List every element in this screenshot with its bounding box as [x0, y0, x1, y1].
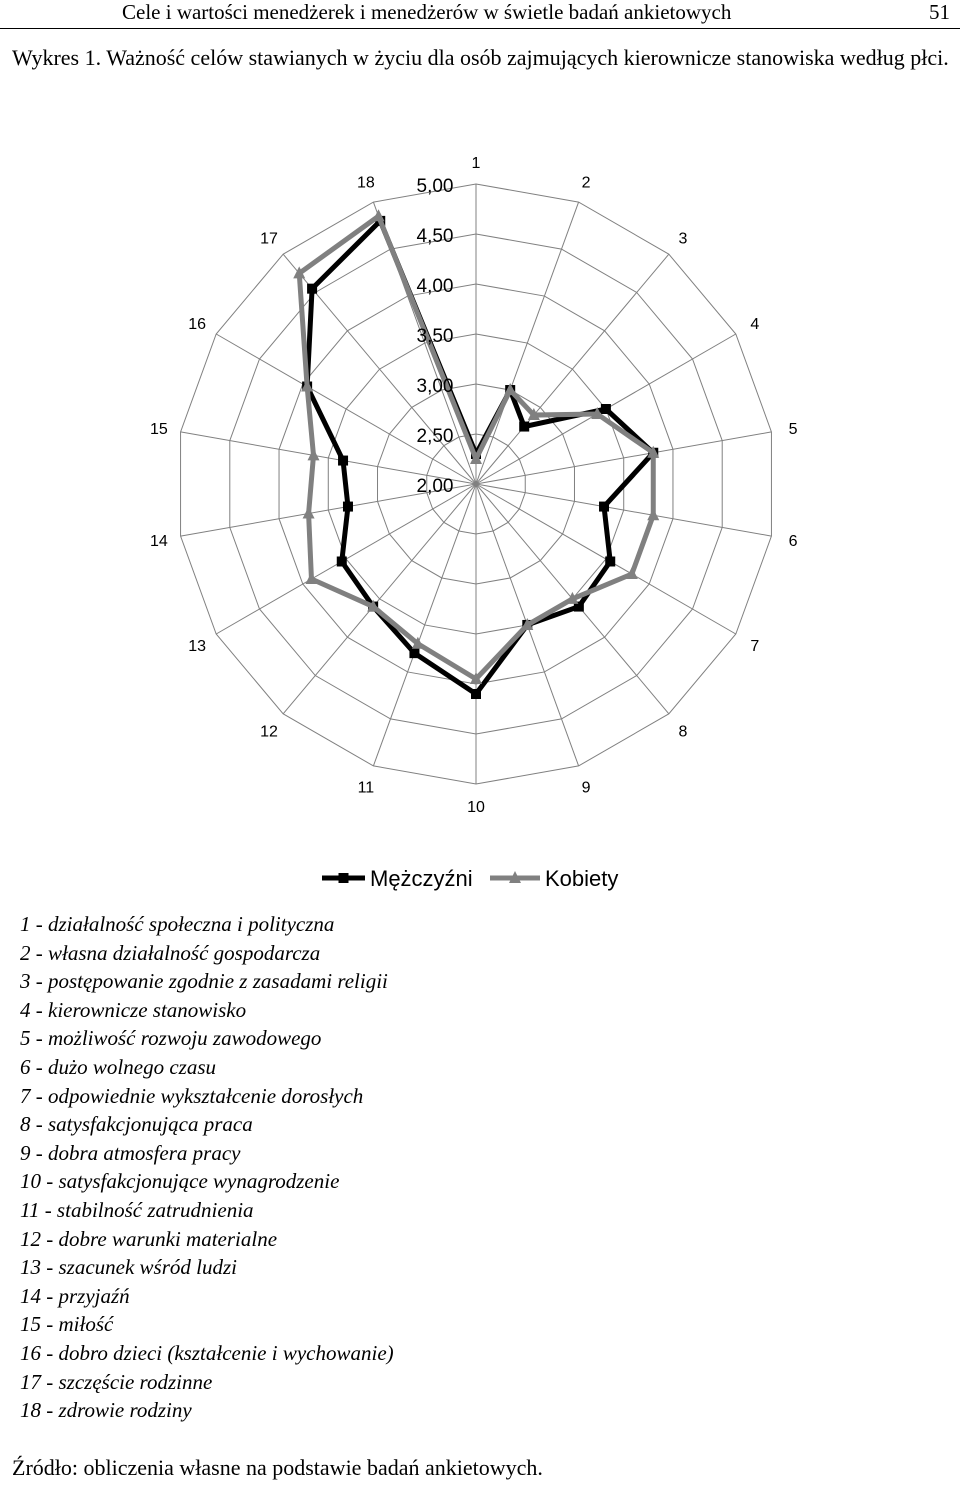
category-label: 16	[188, 316, 207, 333]
category-label: 10	[467, 799, 485, 816]
data-point-square	[601, 404, 611, 414]
tick-label: 4,00	[416, 276, 454, 297]
data-point-square	[338, 456, 348, 466]
series-men	[302, 216, 658, 699]
data-point-triangle	[373, 209, 385, 221]
category-explanation-item: 13 - szacunek wśród ludzi	[20, 1255, 237, 1280]
category-label: 14	[149, 532, 168, 550]
category-explanation-item: 9 - dobra atmosfera pracy	[20, 1140, 241, 1165]
category-label: 7	[750, 638, 760, 655]
data-point-triangle	[305, 572, 317, 584]
legend-label: Kobiety	[545, 866, 619, 891]
category-explanation-item: 6 - dużo wolnego czasu	[20, 1054, 216, 1079]
tick-label: 3,50	[416, 326, 454, 347]
source-note: Źródło: obliczenia własne na podstawie badań ankietowych.	[12, 1455, 543, 1480]
grid-spoke	[476, 202, 579, 484]
category-label: 18	[356, 174, 375, 192]
category-label: 5	[788, 421, 798, 439]
running-header-title: Cele i wartości menedżerek i menedżerów w świetle badań ankietowych	[122, 0, 732, 24]
category-explanation-item: 18 - zdrowie rodziny	[20, 1398, 192, 1423]
category-label: 9	[581, 779, 591, 797]
data-point-square	[409, 648, 419, 658]
page-number: 51	[929, 0, 950, 24]
data-point-square	[605, 557, 615, 567]
category-explanation-item: 15 - miłość	[20, 1312, 114, 1337]
category-explanation-item: 4 - kierownicze stanowisko	[20, 997, 247, 1022]
category-explanation-item: 1 - działalność społeczna i polityczna	[20, 912, 335, 936]
category-explanation-item: 17 - szczęście rodzinne	[20, 1369, 213, 1394]
data-point-square	[599, 502, 609, 512]
category-explanation-item: 2 - własna działalność gospodarcza	[20, 940, 321, 965]
category-label: 4	[750, 316, 760, 333]
category-explanation-list	[20, 910, 394, 1425]
category-explanation-item: 11 - stabilność zatrudnienia	[20, 1197, 254, 1222]
category-label: 2	[581, 174, 591, 192]
category-explanation-item: 5 - możliwość rozwoju zawodowego	[20, 1026, 322, 1051]
category-label: 8	[678, 723, 688, 741]
tick-label: 4,50	[416, 226, 454, 247]
category-label: 11	[357, 779, 375, 797]
running-header	[0, 0, 960, 29]
category-explanation-item: 12 - dobre warunki materialne	[20, 1226, 278, 1251]
category-label: 6	[788, 532, 798, 550]
data-point-square	[307, 284, 317, 294]
category-explanation-item: 7 - odpowiednie wykształcenie dorosłych	[20, 1083, 364, 1108]
chart-legend	[322, 866, 618, 891]
figure-caption: Wykres 1. Ważność celów stawianych w życiu dla osób zajmujących kierownicze stanowiska według płci.	[12, 45, 949, 70]
data-point-square	[343, 502, 353, 512]
category-label: 12	[260, 723, 278, 741]
radar-chart	[0, 140, 960, 900]
radar-tick-labels	[417, 176, 454, 497]
category-explanation-item: 10 - satysfakcjonujące wynagrodzenie	[20, 1169, 340, 1194]
category-label: 1	[471, 155, 481, 172]
legend-label: Mężczyźni	[370, 866, 473, 891]
category-explanation-item: 16 - dobro dzieci (kształcenie i wychowanie)	[20, 1340, 394, 1365]
tick-label: 2,50	[416, 426, 454, 447]
tick-label: 2,00	[416, 476, 454, 497]
category-label: 15	[149, 421, 168, 439]
data-point-square	[337, 557, 347, 567]
category-label: 3	[678, 230, 688, 248]
category-explanation-item: 8 - satysfakcjonująca praca	[20, 1112, 253, 1137]
tick-label: 5,00	[416, 176, 454, 197]
tick-label: 3,00	[416, 376, 454, 397]
category-explanation-item: 3 - postępowanie zgodnie z zasadami religii	[20, 969, 388, 994]
data-point-square	[519, 422, 529, 432]
data-point-square	[471, 689, 481, 699]
category-label: 13	[188, 638, 207, 655]
category-explanation-item: 14 - przyjaźń	[20, 1283, 130, 1308]
category-label: 17	[260, 230, 278, 248]
legend-swatch-marker	[339, 873, 349, 883]
